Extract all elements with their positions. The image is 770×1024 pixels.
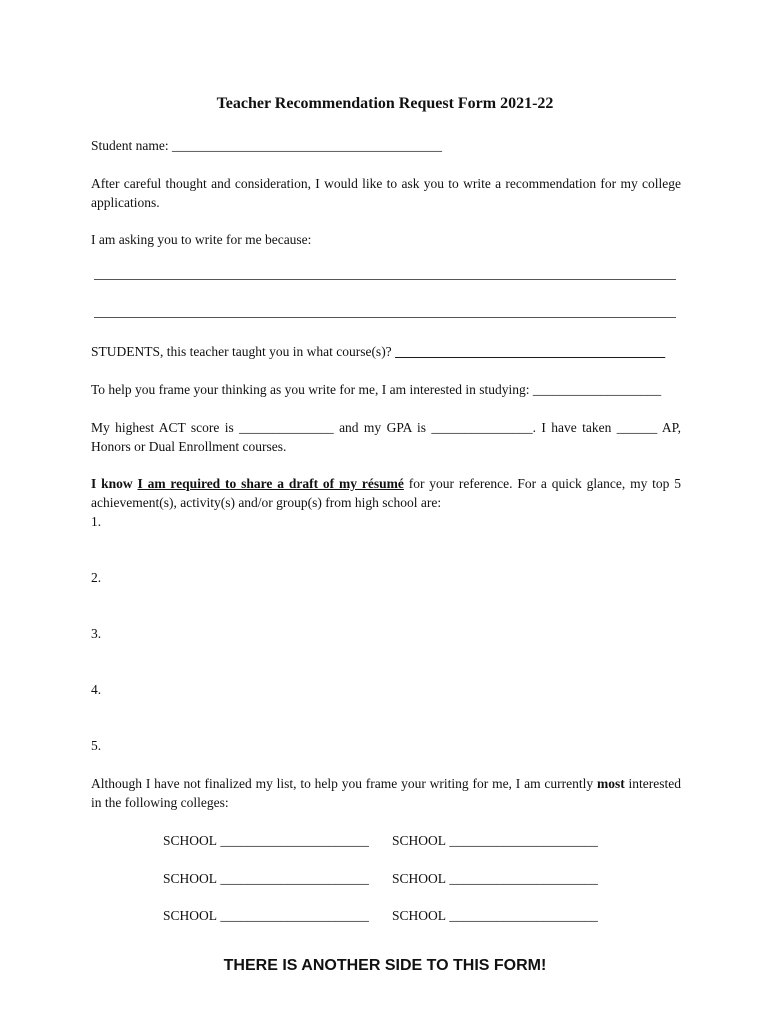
colleges-text-before: Although I have not finalized my list, to help you frame your writing for me, I am currently	[91, 776, 594, 791]
reason-answer-line-1[interactable]	[94, 279, 676, 280]
student-name-label: Student name:	[91, 138, 169, 153]
studying-line	[91, 380, 681, 399]
school-field[interactable]: ______________________	[449, 833, 598, 848]
courses-taken-label: . I have taken	[532, 420, 612, 435]
gpa-label: and my GPA is	[339, 420, 426, 435]
reason-prompt: I am asking you to write for me because:	[91, 232, 312, 247]
resume-rest-text: for your reference. For a quick glance, my top 5 achievement(s), activity(s) and/or group(s) from high school are:	[91, 476, 682, 510]
colleges-text-after: interested in the following colleges:	[91, 776, 682, 810]
school-field[interactable]: ______________________	[449, 908, 598, 923]
act-label: My highest ACT score is	[91, 420, 234, 435]
list-item-number-5: 5.	[91, 738, 102, 753]
resume-paragraph	[91, 474, 681, 512]
school-label: SCHOOL	[392, 908, 447, 923]
student-name-field[interactable]: ________________________________________	[172, 138, 442, 153]
list-item-number-4: 4.	[91, 682, 102, 697]
course-line	[91, 342, 681, 361]
courses-count-field[interactable]: ______	[616, 420, 658, 435]
school-row-1	[163, 831, 598, 850]
list-item-number-3: 3.	[91, 626, 102, 641]
reason-answer-line-2[interactable]	[94, 317, 676, 318]
school-field[interactable]: ______________________	[220, 871, 369, 886]
act-score-field[interactable]: ______________	[239, 420, 334, 435]
colleges-paragraph	[91, 774, 681, 812]
list-item-number-1: 1.	[91, 514, 102, 529]
school-field[interactable]: ______________________	[220, 908, 369, 923]
footer-notice: THERE IS ANOTHER SIDE TO THIS FORM!	[223, 957, 547, 974]
school-label: SCHOOL	[392, 871, 447, 886]
school-label: SCHOOL	[163, 871, 218, 886]
school-row-3	[163, 906, 598, 925]
resume-requirement-text: I am required to share a draft of my résumé	[137, 476, 404, 491]
colleges-bold-word: most	[596, 776, 625, 791]
courses-type-text: AP, Honors or Dual Enrollment courses.	[91, 420, 682, 454]
studying-label: To help you frame your thinking as you write for me, I am interested in studying:	[91, 382, 530, 397]
studying-field[interactable]: ___________________	[532, 382, 662, 397]
intro-paragraph: After careful thought and consideration, I would like to ask you to write a recommendation for my college applications.	[91, 176, 681, 210]
gpa-field[interactable]: _______________	[431, 420, 533, 435]
list-item-number-2: 2.	[91, 570, 102, 585]
resume-bold-lead: I know	[91, 476, 133, 491]
form-title: Teacher Recommendation Request Form 2021-22	[216, 95, 554, 112]
course-label: STUDENTS, this teacher taught you in what course(s)?	[91, 344, 392, 359]
school-label: SCHOOL	[163, 833, 218, 848]
course-field[interactable]: ________________________________________	[395, 344, 666, 359]
school-field[interactable]: ______________________	[449, 871, 598, 886]
school-label: SCHOOL	[392, 833, 447, 848]
student-name-line	[91, 136, 681, 155]
scores-paragraph	[91, 418, 681, 456]
school-field[interactable]: ______________________	[220, 833, 369, 848]
school-label: SCHOOL	[163, 908, 218, 923]
school-row-2	[163, 869, 598, 888]
